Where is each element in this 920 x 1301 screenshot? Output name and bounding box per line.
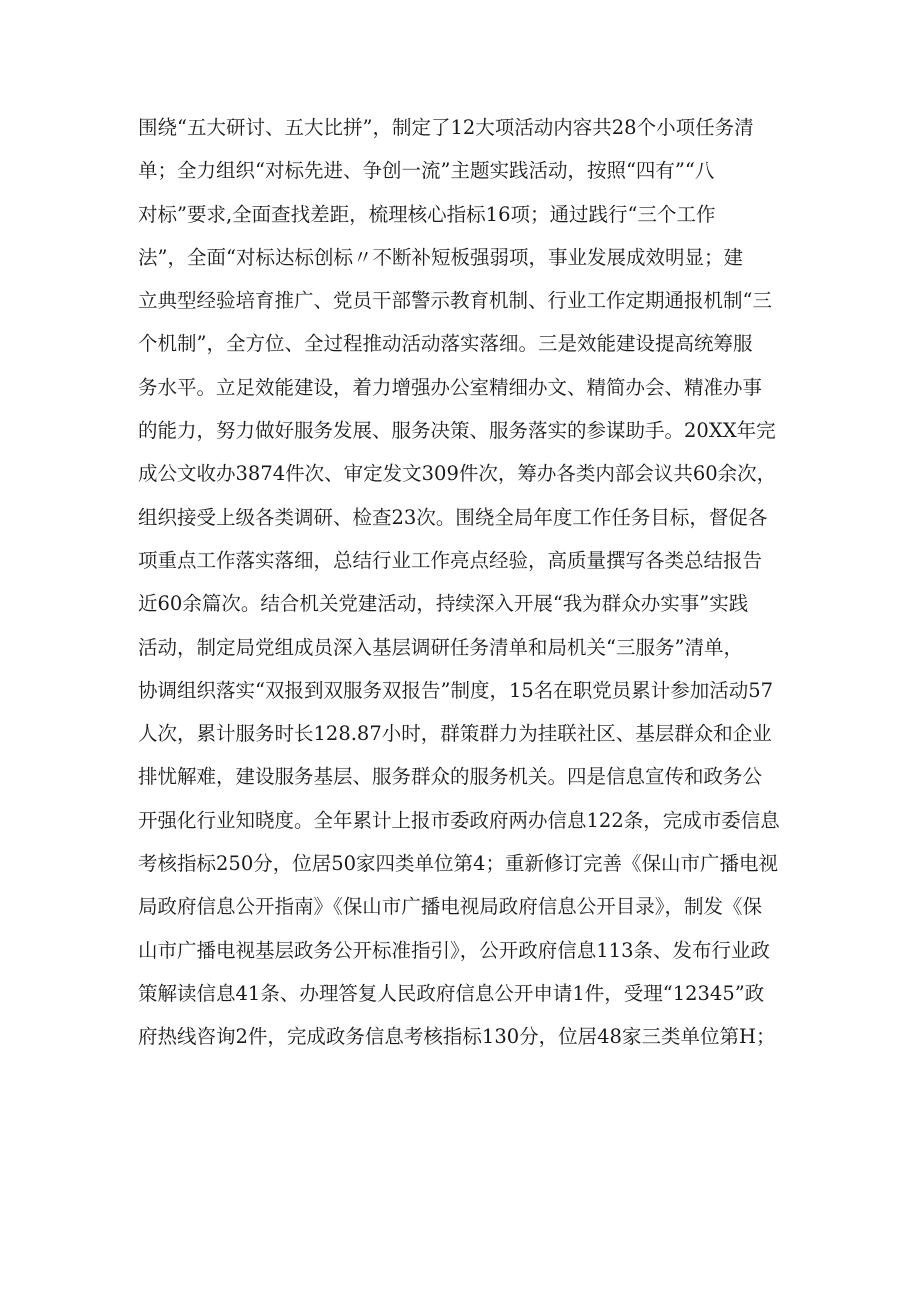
text-line: 法”，全面“对标达标创标〃不断补短板强弱项，事业发展成效明显；建 (138, 245, 743, 269)
text-line: 协调组织落实“双报到双服务双报告”制度，15名在职党员累计参加活动57 (138, 678, 774, 702)
text-line: 单；全力组织“对标先进、争创一流”主题实践活动，按照“四有”“八 (138, 159, 715, 183)
text-line: 立典型经验培育推广、党员干部警示教育机制、行业工作定期通报机制“三 (138, 289, 772, 313)
text-line: 考核指标250分，位居50家四类单位第4；重新修订完善《保山市广播电视 (138, 852, 778, 876)
text-line: 排忧解难，建设服务基层、服务群众的服务机关。四是信息宣传和政务公 (138, 765, 763, 789)
body-text (138, 106, 798, 1059)
text-line: 局政府信息公开指南》《保山市广播电视局政府信息公开目录》，制发《保 (138, 895, 763, 919)
text-line: 围绕“五大研讨、五大比拼”，制定了12大项活动内容共28个小项任务清 (138, 116, 754, 139)
text-line: 成公文收办3874件次、审定发文309件次，筹办各类内部会议共60余次， (138, 462, 777, 486)
text-line: 开强化行业知晓度。全年累计上报市委政府两办信息122条，完成市委信息 (138, 808, 780, 832)
text-line: 务水平。立足效能建设，着力增强办公室精细办文、精简办会、精准办事 (138, 375, 763, 399)
text-line: 项重点工作落实落细，总结行业工作亮点经验，高质量撰写各类总结报告 (138, 548, 763, 572)
text-line: 的能力，努力做好服务发展、服务决策、服务落实的参谋助手。20XX年完 (138, 419, 776, 443)
text-line: 对标”要求,全面查找差距，梳理核心指标16项；通过践行“三个工作 (138, 202, 716, 226)
text-line: 山市广播电视基层政务公开标准指引》，公开政府信息113条、发布行业政 (138, 938, 770, 962)
text-line: 个机制”，全方位、全过程推动活动落实落细。三是效能建设提高统筹服 (138, 332, 753, 356)
text-line: 近60余篇次。结合机关党建活动，持续深入开展“我为群众办实事”实践 (138, 592, 749, 616)
text-line: 人次，累计服务时长128.87小时，群策群力为挂联社区、基层群众和企业 (138, 722, 772, 746)
text-line: 组织接受上级各类调研、检查23次。围绕全局年度工作任务目标，督促各 (138, 505, 768, 529)
text-line: 策解读信息41条、办理答复人民政府信息公开申请1件，受理“12345”政 (138, 981, 765, 1005)
text-line: 活动，制定局党组成员深入基层调研任务清单和局机关“三服务”清单， (138, 635, 743, 659)
text-line: 府热线咨询2件，完成政务信息考核指标130分，位居48家三类单位第H； (138, 1025, 776, 1049)
